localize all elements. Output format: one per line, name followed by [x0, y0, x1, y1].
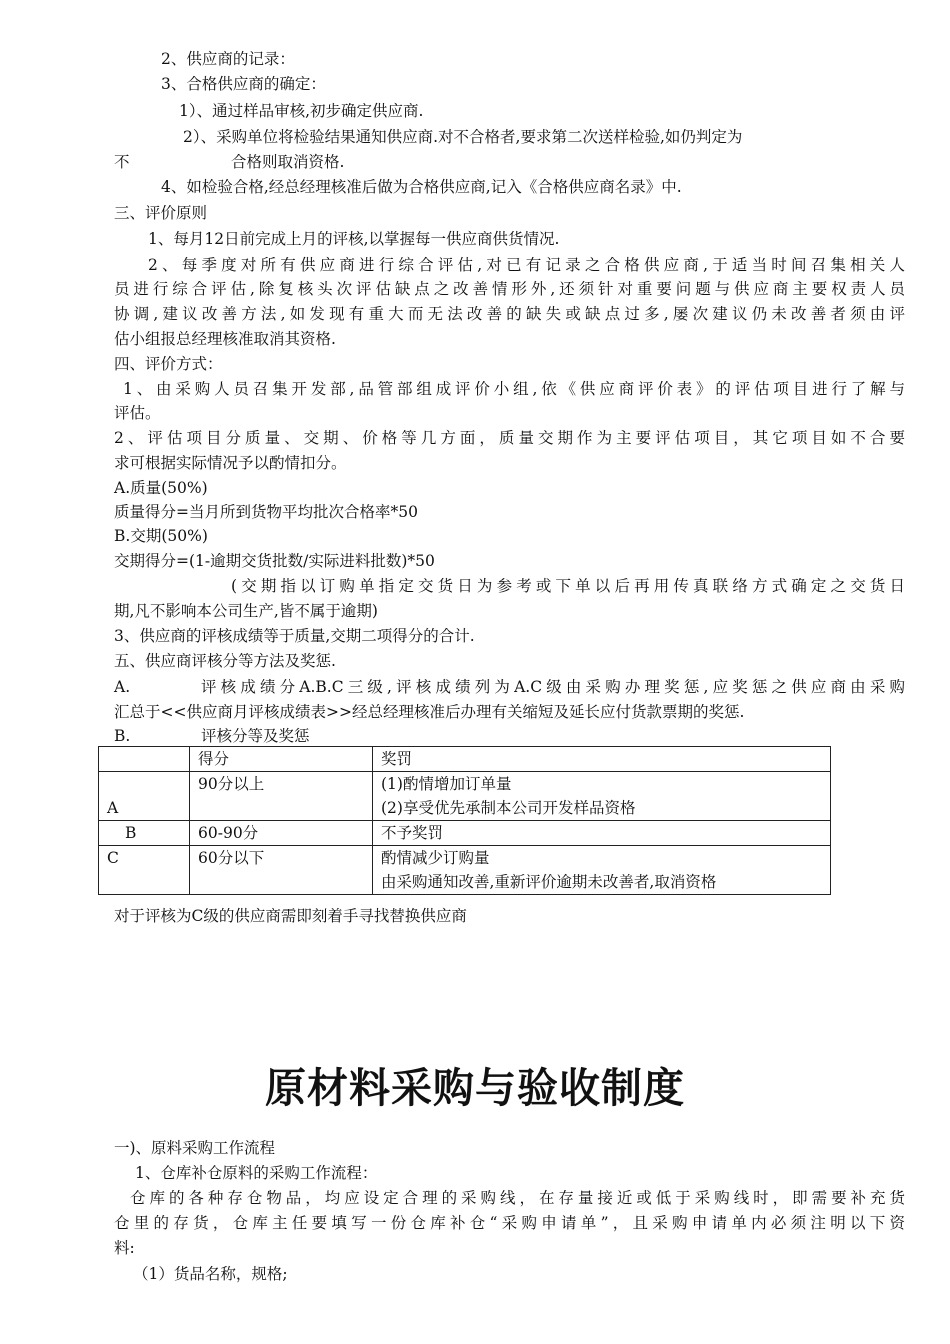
text-line: 仓里的存货，仓库主任要填写一份仓库补仓“采购申请单”，且采购申请单内必须注明以下资 [114, 1214, 905, 1232]
text-line: 1）、通过样品审核,初步确定供应商. [179, 102, 424, 120]
text-line: 4、如检验合格,经总经理核准后做为合格供应商,记入《合格供应商名录》中. [161, 178, 682, 196]
document-title: 原材料采购与验收制度 [265, 1064, 685, 1112]
table-row [99, 821, 831, 846]
score-cell: 60-90分 [190, 821, 373, 846]
grade-table [98, 746, 831, 895]
reward-line: 由采购通知改善,重新评价逾期未改善者,取消资格 [381, 873, 717, 891]
text-line: 2、评估项目分质量、交期、价格等几方面，质量交期作为主要评估项目，其它项目如不合要 [114, 429, 905, 447]
table-header-row [99, 747, 831, 772]
reward-cell [373, 846, 831, 895]
header-cell: 得分 [190, 747, 373, 772]
section-heading: 五、供应商评核分等方法及奖惩. [114, 652, 336, 670]
text-line: 2、供应商的记录： [161, 50, 295, 68]
text-line: (交期指以订购单指定交货日为参考或下单以后再用传真联络方式确定之交货日 [231, 577, 905, 595]
text-line: 对于评核为C级的供应商需即刻着手寻找替换供应商 [114, 907, 467, 925]
section-heading: 四、评价方式： [114, 355, 223, 373]
grade-cell: C [99, 846, 190, 895]
table-row [99, 846, 831, 895]
text-line: （1）货品名称，规格; [133, 1265, 288, 1283]
text-line: 期,凡不影响本公司生产,皆不属于逾期) [114, 602, 378, 620]
grade-cell: A [99, 772, 190, 821]
text-line: 2、每季度对所有供应商进行综合评估,对已有记录之合格供应商,于适当时间召集相关人 [148, 256, 905, 274]
grade-cell: B [99, 821, 190, 846]
header-cell [99, 747, 190, 772]
reward-cell: 不予奖罚 [373, 821, 831, 846]
text-line: 1、由采购人员召集开发部,品管部组成评价小组,依《供应商评价表》的评估项目进行了解与 [123, 380, 905, 398]
text-line: 1、仓库补仓原料的采购工作流程： [135, 1164, 378, 1182]
text-line: 协调,建议改善方法,如发现有重大而无法改善的缺失或缺点过多,屡次建议仍未改善者须由评 [114, 305, 905, 323]
text-line: 2）、采购单位将检验结果通知供应商.对不合格者,要求第二次送样检验,如仍判定为 [183, 128, 743, 146]
table-row [99, 772, 831, 821]
text-line: 合格则取消资格. [231, 153, 345, 171]
reward-cell [373, 772, 831, 821]
reward-line: (2)享受优先承制本公司开发样品资格 [381, 799, 636, 817]
text-line: 1、每月12日前完成上月的评核,以掌握每一供应商供货情况. [148, 230, 560, 248]
list-marker: B. [114, 727, 131, 745]
text-line: 不 [114, 153, 130, 171]
text-line: 求可根据实际情况予以酌情扣分。 [114, 454, 347, 472]
text-line: 汇总于<<供应商月评核成绩表>>经总经理核准后办理有关缩短及延长应付货款票期的奖惩. [114, 703, 745, 721]
text-line: 交期得分=(1-逾期交货批数/实际进料批数)*50 [114, 552, 435, 570]
text-line: 评核分等及奖惩 [201, 727, 310, 745]
score-cell: 90分以上 [190, 772, 373, 821]
text-line: 员进行综合评估,除复核头次评估缺点之改善情形外,还须针对重要问题与供应商主要权责人员 [114, 280, 905, 298]
reward-line: 酌情减少订购量 [381, 849, 490, 867]
section-heading: 三、评价原则 [114, 204, 208, 222]
section-heading: 一)、原料采购工作流程 [114, 1139, 276, 1157]
list-marker: A. [114, 678, 131, 696]
text-line: 3、合格供应商的确定： [161, 75, 326, 93]
text-line: A.质量(50%) [114, 479, 208, 497]
text-line: 料: [114, 1239, 135, 1257]
text-line: 评核成绩分A.B.C三级,评核成绩列为A.C级由采购办理奖惩,应奖惩之供应商由采购 [201, 678, 905, 696]
text-line: 质量得分=当月所到货物平均批次合格率*50 [114, 503, 418, 521]
header-cell: 奖罚 [373, 747, 831, 772]
reward-line: (1)酌情增加订单量 [381, 775, 512, 793]
text-line: B.交期(50%) [114, 527, 208, 545]
text-line: 3、供应商的评核成绩等于质量,交期二项得分的合计. [114, 627, 475, 645]
text-line: 评估。 [114, 404, 161, 422]
text-line: 仓库的各种存仓物品，均应设定合理的采购线，在存量接近或低于采购线时，即需要补充货 [130, 1189, 905, 1207]
score-cell: 60分以下 [190, 846, 373, 895]
text-line: 估小组报总经理核准取消其资格. [114, 330, 336, 348]
